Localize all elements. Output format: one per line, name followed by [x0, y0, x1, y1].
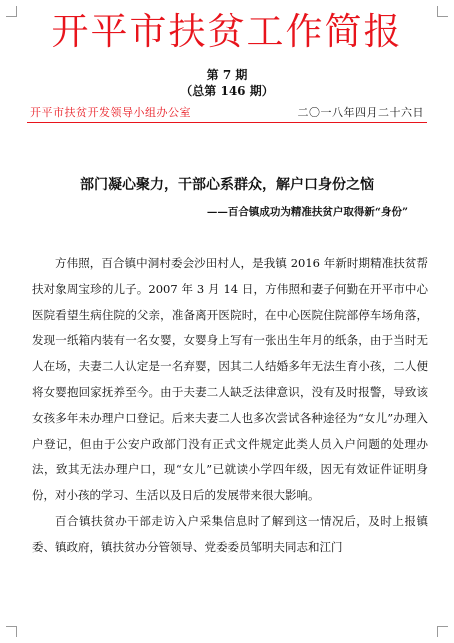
- article-body: [32, 251, 428, 561]
- bulletin-title: 开平市扶贫工作简报: [51, 10, 403, 53]
- total-issue-number: （总第 146 期）: [180, 84, 274, 98]
- issuing-office: 开平市扶贫开发领导小组办公室: [30, 106, 191, 119]
- article-headline: 部门凝心聚力，干部心系群众，解户口身份之恼: [80, 177, 374, 193]
- article-paragraph: 方伟照，百合镇中洞村委会沙田村人，是我镇 2016 年新时期精准扶贫帮扶对象周宝珍的儿子。2007 年 3 月 14 日，方伟照和妻子何勤在开平市中心医院看望生病住院的父亲，准备离开医院时，在中心医院住院部停车场角落，发现一纸箱内装有一名女婴，女婴身上写有一张出生年月的纸条，由于当时无人在场，夫妻二人认定是一名弃婴，因其二人结婚多年无法生育小孩，二人便将女婴抱回家抚养至今。由于夫妻二人缺乏法律意识，没有及时报警，导致该女孩多年未办理户口登记。后来夫妻二人也多次尝试各种途径为“女儿”办理入户登记，但由于公安户政部门没有正式文件规定此类人员入户问题的处理办法，致其无法办理户口，现“女儿”已就读小学四年级，因无有效证件证明身份，对小孩的学习、生活以及日后的发展带来很大影响。: [32, 256, 428, 503]
- issue-number: 第 7 期: [206, 68, 248, 82]
- article-subheadline: ——百合镇成功为精准扶贫户取得新“身份”: [206, 206, 408, 218]
- article-paragraph: 百合镇扶贫办干部走访入户采集信息时了解到这一情况后，及时上报镇委、镇政府，镇扶贫办分管领导、党委委员邹明夫同志和江门: [32, 513, 428, 554]
- issue-date: 二〇一八年四月二十六日: [297, 106, 424, 119]
- crop-mark-bottom-left: [6, 626, 17, 637]
- crop-mark-bottom-right: [437, 626, 448, 637]
- header-divider: [27, 122, 427, 123]
